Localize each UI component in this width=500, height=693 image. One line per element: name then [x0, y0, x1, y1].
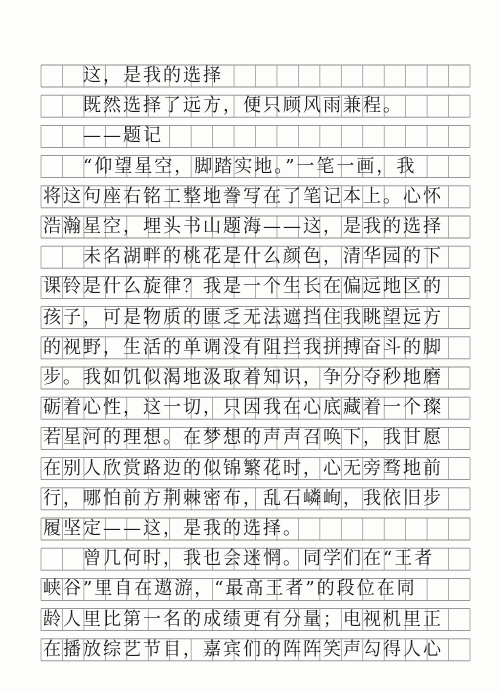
essay-line: 若星河的理想。在梦想的声声召唤下，我甘愿	[43, 427, 443, 449]
essay-line: 未名湖畔的桃花是什么颜色，清华园的下	[43, 246, 443, 268]
essay-line: 这，是我的选择	[43, 65, 223, 86]
essay-line: 既然选择了远方，便只顾风雨兼程。	[43, 95, 403, 117]
essay-line: 龄人里比第一名的成绩更有分量；电视机里正	[43, 608, 443, 630]
essay-line: 浩瀚星空，埋头书山题海——这，是我的选择	[43, 216, 443, 237]
essay-line: 孩子，可是物质的匮乏无法遮挡住我眺望远方	[43, 306, 443, 328]
essay-line: 的视野，生活的单调没有阻拦我拼搏奋斗的脚	[43, 336, 443, 358]
essay-line: 步。我如饥似渴地汲取着知识，争分夺秒地磨	[43, 367, 443, 388]
essay-line: 课铃是什么旋律？我是一个生长在偏远地区的	[43, 276, 443, 298]
essay-line: “仰望星空，脚踏实地。”一笔一画，我	[43, 155, 417, 177]
essay-line: 峡谷”里自在遨游，“最高王者”的段位在同	[43, 578, 417, 600]
essay-line: 在别人欣赏路边的似锦繁花时，心无旁骛地前	[43, 457, 443, 479]
essay-line: 曾几何时，我也会迷惘。同学们在“王者	[43, 548, 435, 570]
essay-line: 在播放综艺节目，嘉宾们的阵阵笑声勾得人心	[43, 638, 443, 660]
essay-line: 将这句座右铭工整地誊写在了笔记本上。心怀	[43, 185, 443, 207]
essay-line: 行，哪怕前方荆棘密布，乱石嶙峋，我依旧步	[43, 487, 443, 509]
essay-line: 砺着心性，这一切，只因我在心底藏着一个璨	[43, 397, 443, 419]
essay-line: ——题记	[43, 125, 163, 147]
essay-line: 履坚定——这，是我的选择。	[43, 518, 303, 539]
